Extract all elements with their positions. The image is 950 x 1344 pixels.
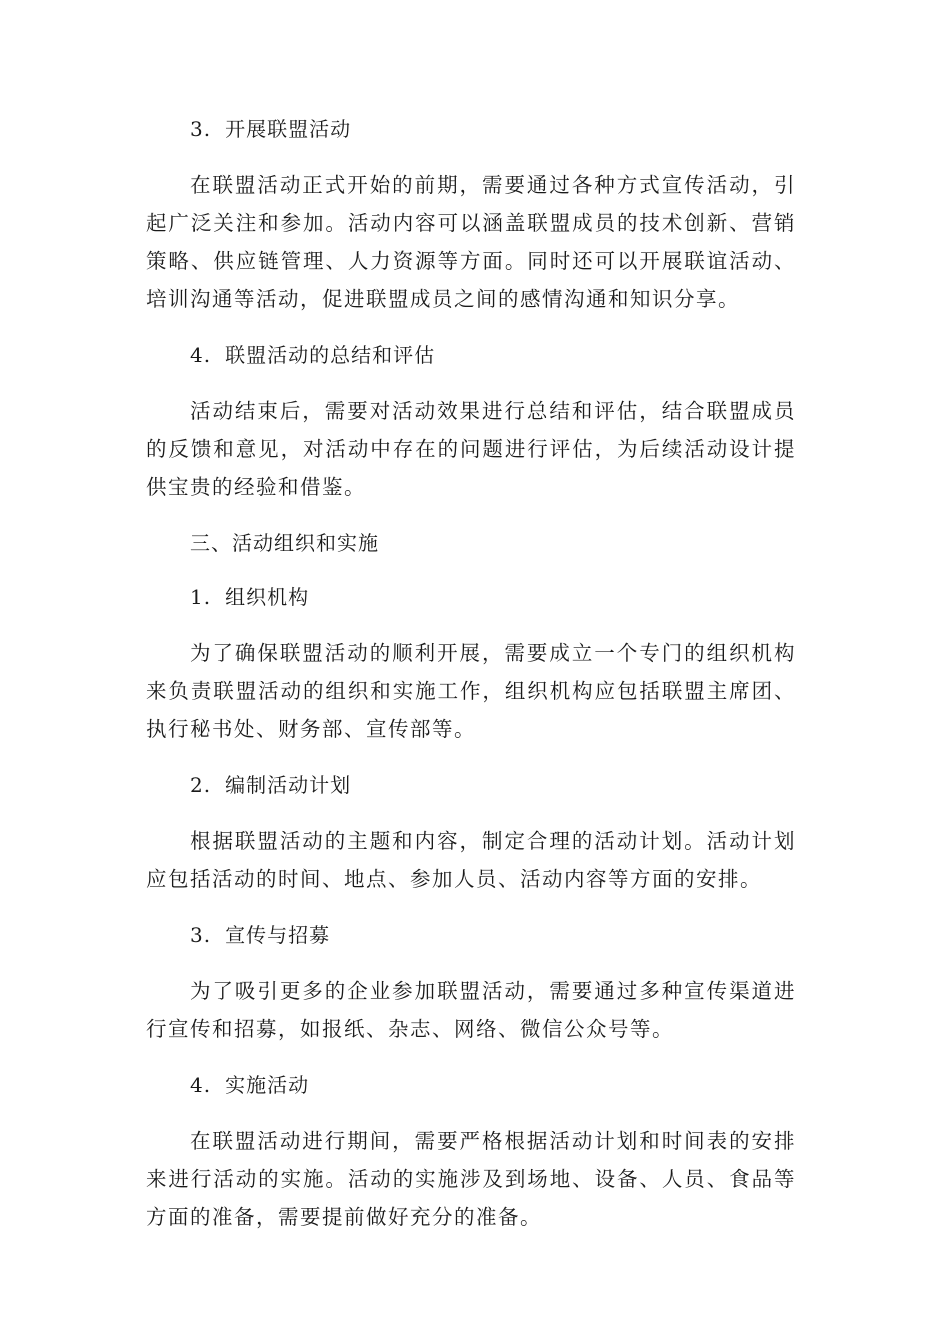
heading-number: 1. xyxy=(190,585,212,609)
heading-number: 4. xyxy=(190,343,212,367)
heading-text: 宣传与招募 xyxy=(225,923,331,947)
section-heading-3-activities xyxy=(146,112,796,146)
section-heading-3-promo xyxy=(146,918,796,952)
paragraph-plan: 根据联盟活动的主题和内容，制定合理的活动计划。活动计划应包括活动的时间、地点、参加人员、活动内容等方面的安排。 xyxy=(146,829,796,891)
heading-number: 4. xyxy=(190,1073,212,1097)
heading-text: 开展联盟活动 xyxy=(225,117,352,141)
paragraph-activities: 在联盟活动正式开始的前期，需要通过各种方式宣传活动，引起广泛关注和参加。活动内容可以涵盖联盟成员的技术创新、营销策略、供应链管理、人力资源等方面。同时还可以开展联谊活动、培训沟通等活动，促进联盟成员之间的感情沟通和知识分享。 xyxy=(146,173,796,311)
document-body xyxy=(146,112,796,1236)
section-heading-2-plan xyxy=(146,768,796,802)
heading-text: 组织机构 xyxy=(225,585,310,609)
heading-number: 2. xyxy=(190,773,212,797)
heading-text: 联盟活动的总结和评估 xyxy=(225,343,436,367)
paragraph-org: 为了确保联盟活动的顺利开展，需要成立一个专门的组织机构来负责联盟活动的组织和实施工作，组织机构应包括联盟主席团、执行秘书处、财务部、宣传部等。 xyxy=(146,641,796,741)
heading-text: 实施活动 xyxy=(225,1073,310,1097)
section-heading-1-org xyxy=(146,580,796,614)
paragraph-promo: 为了吸引更多的企业参加联盟活动，需要通过多种宣传渠道进行宣传和招募，如报纸、杂志、网络、微信公众号等。 xyxy=(146,979,796,1041)
paragraph-implement: 在联盟活动进行期间，需要严格根据活动计划和时间表的安排来进行活动的实施。活动的实施涉及到场地、设备、人员、食品等方面的准备，需要提前做好充分的准备。 xyxy=(146,1129,796,1229)
paragraph-summary: 活动结束后，需要对活动效果进行总结和评估，结合联盟成员的反馈和意见，对活动中存在的问题进行评估，为后续活动设计提供宝贵的经验和借鉴。 xyxy=(146,399,796,499)
heading-number: 3. xyxy=(190,923,212,947)
chapter-heading-organization xyxy=(146,526,796,560)
heading-number: 3. xyxy=(190,117,212,141)
heading-text: 编制活动计划 xyxy=(225,773,352,797)
section-heading-4-summary xyxy=(146,338,796,372)
section-heading-4-implement xyxy=(146,1068,796,1102)
heading-text: 三、活动组织和实施 xyxy=(190,531,379,555)
